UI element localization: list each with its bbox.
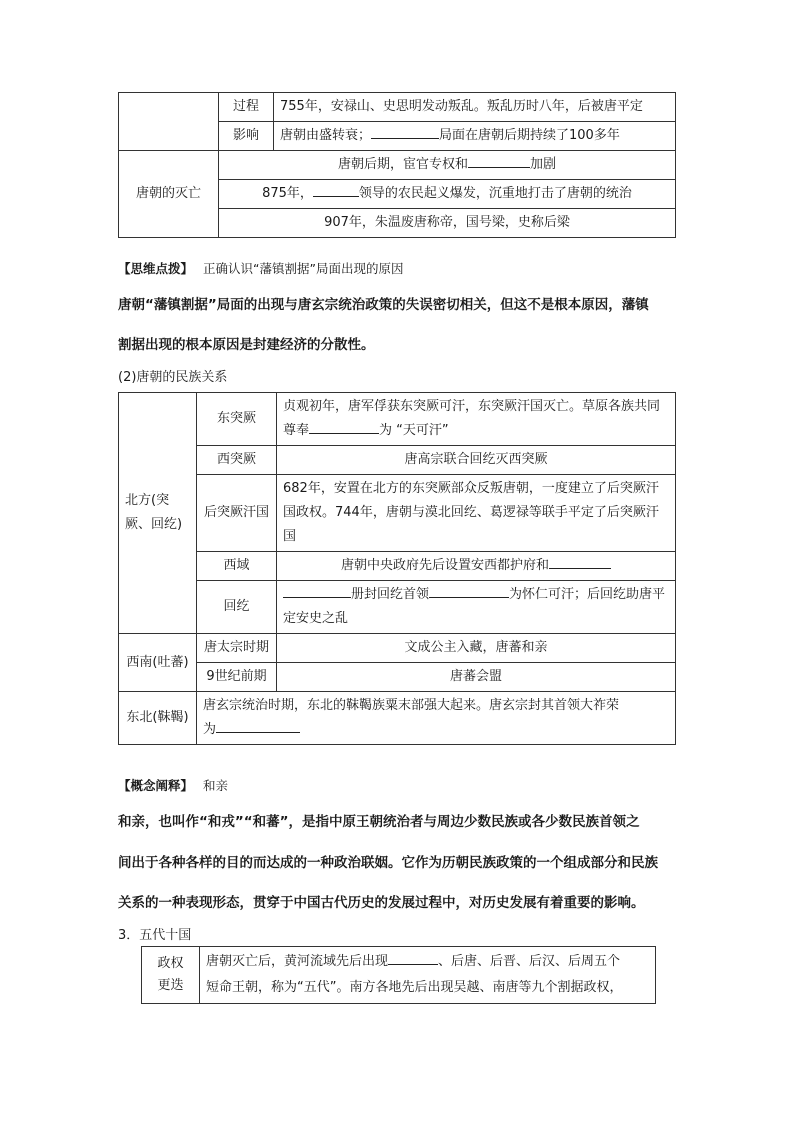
concept-title: 和亲 bbox=[203, 778, 229, 793]
cell-text-span: 755年，安禄山、史思明发动叛乱。叛乱历时八年，后被唐平定 bbox=[280, 99, 643, 114]
five-dynasties-table bbox=[141, 946, 656, 1004]
fill-blank[interactable] bbox=[313, 182, 359, 197]
cell-text bbox=[277, 552, 676, 581]
cell-text-span: 为 “天可汗” bbox=[379, 423, 449, 438]
concept-line-2: 间出于各种各样的目的而达成的一种政治联姻。它作为历朝民族政策的一个组成部分和民族 bbox=[118, 855, 658, 871]
cell-text bbox=[277, 581, 676, 634]
think-heading bbox=[118, 259, 678, 277]
fill-blank[interactable] bbox=[309, 419, 379, 434]
think-line-1: 唐朝“藩镇割据”局面的出现与唐玄宗统治政策的失误密切相关，但这不是根本原因，藩镇 bbox=[118, 297, 649, 313]
row-label: 影响 bbox=[219, 122, 274, 151]
cell-text bbox=[219, 180, 676, 209]
row-label bbox=[142, 947, 200, 1004]
cell-text: 唐蕃会盟 bbox=[277, 663, 676, 692]
cell-text-span: 局面在唐朝后期持续了100多年 bbox=[439, 128, 620, 143]
row-label: 东突厥 bbox=[197, 393, 277, 446]
ethnic-table bbox=[118, 392, 676, 745]
row-label: 过程 bbox=[219, 93, 274, 122]
row-label: 西域 bbox=[197, 552, 277, 581]
table-row bbox=[142, 947, 656, 1004]
table-row bbox=[119, 475, 676, 552]
row-label: 后突厥汗国 bbox=[197, 475, 277, 552]
cell-text-span: 唐朝后期，宦官专权和 bbox=[337, 157, 468, 172]
cell-text-span: 为怀仁可汗；后回纥助唐平定安史之乱 bbox=[283, 587, 666, 626]
fill-blank[interactable] bbox=[216, 718, 300, 733]
row-label: 西突厥 bbox=[197, 446, 277, 475]
cell-text bbox=[197, 692, 676, 745]
cell-text-span: 唐朝灭亡后，黄河流域先后出现 bbox=[206, 954, 389, 969]
cell-text-span: 册封回纥首领 bbox=[351, 587, 430, 602]
concept-heading bbox=[118, 776, 678, 794]
cell-text-span: 贞观初年，唐军俘获东突厥可汗，东突厥汗国灭亡。草原各族共同尊奉 bbox=[283, 399, 661, 438]
cell-text-span: 唐朝由盛转衰； bbox=[280, 128, 372, 143]
table-row bbox=[119, 581, 676, 634]
fill-blank[interactable] bbox=[429, 583, 509, 598]
row-label: 唐朝的灭亡 bbox=[119, 151, 219, 238]
table-row bbox=[119, 692, 676, 745]
table-row bbox=[119, 663, 676, 692]
table-cell bbox=[119, 93, 219, 151]
cell-text-span: 领导的农民起义爆发，沉重地打击了唐朝的统治 bbox=[358, 186, 632, 201]
cell-text bbox=[200, 947, 656, 1004]
row-label: 东北(靺鞨) bbox=[119, 692, 197, 745]
fill-blank[interactable] bbox=[371, 124, 439, 139]
table-row bbox=[119, 93, 676, 122]
cell-text-span: 唐玄宗统治时期，东北的靺鞨族粟末部强大起来。唐玄宗封其首领大祚荣 bbox=[203, 698, 620, 713]
table-row bbox=[119, 446, 676, 475]
think-line-2: 割据出现的根本原因是封建经济的分散性。 bbox=[118, 337, 375, 353]
table-row bbox=[119, 634, 676, 663]
cell-text-span: 唐朝中央政府先后设置安西都护府和 bbox=[340, 558, 549, 573]
section-3-title: 3．五代十国 bbox=[118, 928, 192, 943]
cell-text bbox=[274, 122, 676, 151]
row-label: 回纥 bbox=[197, 581, 277, 634]
table-row bbox=[119, 552, 676, 581]
table-row bbox=[119, 393, 676, 446]
cell-text-span: 875年， bbox=[262, 186, 313, 201]
row-label: 北方(突厥、回纥) bbox=[119, 393, 197, 634]
cell-text-span: 、后唐、后晋、后汉、后周五个 bbox=[438, 954, 621, 969]
think-tag: 【思维点拨】 bbox=[118, 261, 194, 276]
cell-text: 唐高宗联合回纥灭西突厥 bbox=[277, 446, 676, 475]
cell-text: 907年，朱温废唐称帝，国号梁，史称后梁 bbox=[219, 209, 676, 238]
cell-text bbox=[274, 93, 676, 122]
regime-label: 政权更迭 bbox=[157, 956, 184, 993]
table-row bbox=[119, 151, 676, 180]
concept-tag: 【概念阐释】 bbox=[118, 778, 194, 793]
fill-blank[interactable] bbox=[549, 554, 611, 569]
concept-line-3: 关系的一种表现形态，贯穿于中国古代历史的发展过程中，对历史发展有着重要的影响。 bbox=[118, 895, 645, 911]
tang-table bbox=[118, 92, 676, 238]
cell-text bbox=[277, 393, 676, 446]
fill-blank[interactable] bbox=[388, 950, 438, 965]
cell-text-span: 加剧 bbox=[530, 157, 557, 172]
fill-blank[interactable] bbox=[283, 583, 351, 598]
row-label: 唐太宗时期 bbox=[197, 634, 277, 663]
row-label: 西南(吐蕃) bbox=[119, 634, 197, 692]
concept-line-1: 和亲，也叫作“和戎”“和蕃”，是指中原王朝统治者与周边少数民族或各少数民族首领之 bbox=[118, 814, 640, 830]
row-label: 9世纪前期 bbox=[197, 663, 277, 692]
cell-text: 682年，安置在北方的东突厥部众反叛唐朝，一度建立了后突厥汗国政权。744年，唐朝与漠北回纥、葛逻禄等联手平定了后突厥汗国 bbox=[277, 475, 676, 552]
cell-text bbox=[219, 151, 676, 180]
think-title: 正确认识“藩镇割据”局面出现的原因 bbox=[203, 261, 404, 276]
section-2-title: (2)唐朝的民族关系 bbox=[118, 370, 228, 385]
cell-text-span: 短命王朝，称为“五代”。南方各地先后出现吴越、南唐等九个割据政权， bbox=[206, 980, 623, 995]
fill-blank[interactable] bbox=[468, 153, 530, 168]
cell-text: 文成公主入藏，唐蕃和亲 bbox=[277, 634, 676, 663]
cell-text-span: 为 bbox=[203, 722, 217, 737]
